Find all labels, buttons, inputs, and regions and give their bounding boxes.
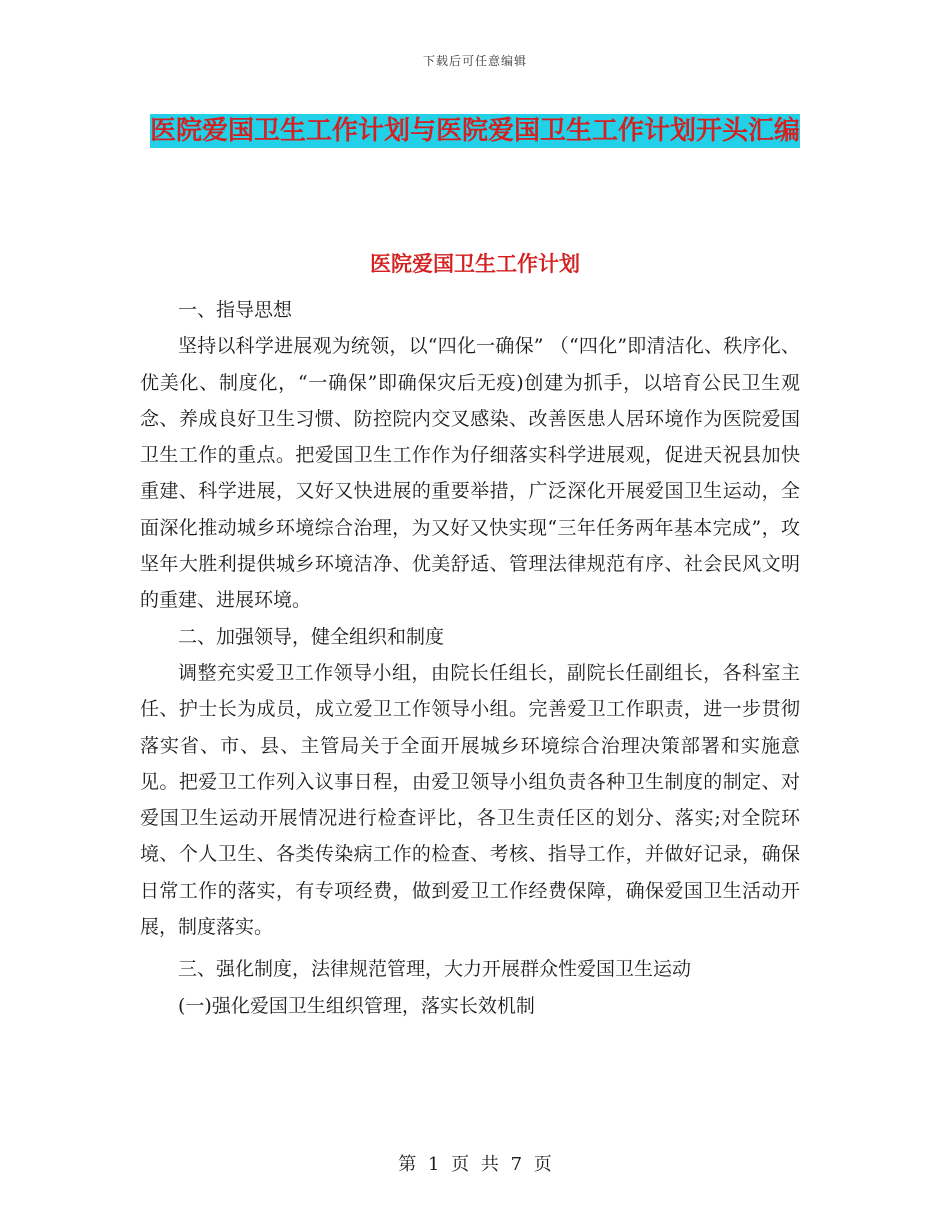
document-title: 医院爱国卫生工作计划与医院爱国卫生工作计划开头汇编 <box>149 116 800 146</box>
section-title: 医院爱国卫生工作计划 <box>370 252 580 276</box>
heading-strengthen-system: 三、强化制度，法律规范管理，大力开展群众性爱国卫生运动 <box>178 958 692 981</box>
subheading-organization-management: (一)强化爱国卫生组织管理，落实长效机制 <box>178 994 535 1017</box>
paragraph-strengthen-leadership: 调整充实爱卫工作领导小组，由院长任组长，副院长任副组长，各科室主任、护士长为成员，成立爱卫工作领导小组。完善爱卫工作职责，进一步贯彻落实省、市、县、主管局关于全面开展城乡环境综合治理决策部署和实施意见。把爱卫工作列入议事日程，由爱卫领导小组负责各种卫生制度的制定、对爱国卫生运动开展情况进行检查评比，各卫生责任区的划分、落实;对全院环境、个人卫生、各类传染病工作的检查、考核、指导工作，并做好记录，确保日常工作的落实，有专项经费，做到爱卫工作经费保障，确保爱国卫生活动开展，制度落实。 <box>140 661 800 939</box>
heading-strengthen-leadership: 二、加强领导，健全组织和制度 <box>178 625 445 648</box>
document-body <box>140 292 800 1024</box>
header-note: 下载后可任意编辑 <box>422 54 527 68</box>
page-number-footer: 第 1 页 共 7 页 <box>398 1154 552 1175</box>
document-title-block <box>140 108 810 157</box>
heading-guiding-ideology: 一、指导思想 <box>178 299 293 321</box>
paragraph-guiding-ideology: 坚持以科学进展观为统领，以“四化一确保” （“四化”即清洁化、秩序化、优美化、制度化，“一确保”即确保灾后无疫)创建为抓手，以培育公民卫生观念、养成良好卫生习惯、防控院内交叉感染、改善医患人居环境作为医院爱国卫生工作的重点。把爱国卫生工作作为仔细落实科学进展观，促进天祝县加快重建、科学进展，又好又快进展的重要举措，广泛深化开展爱国卫生运动，全面深化推动城乡环境综合治理，为又好又快实现“三年任务两年基本完成”，攻坚年大胜利提供城乡环境洁净、优美舒适、管理法律规范有序、社会民风文明的重建、进展环境。 <box>140 335 800 612</box>
